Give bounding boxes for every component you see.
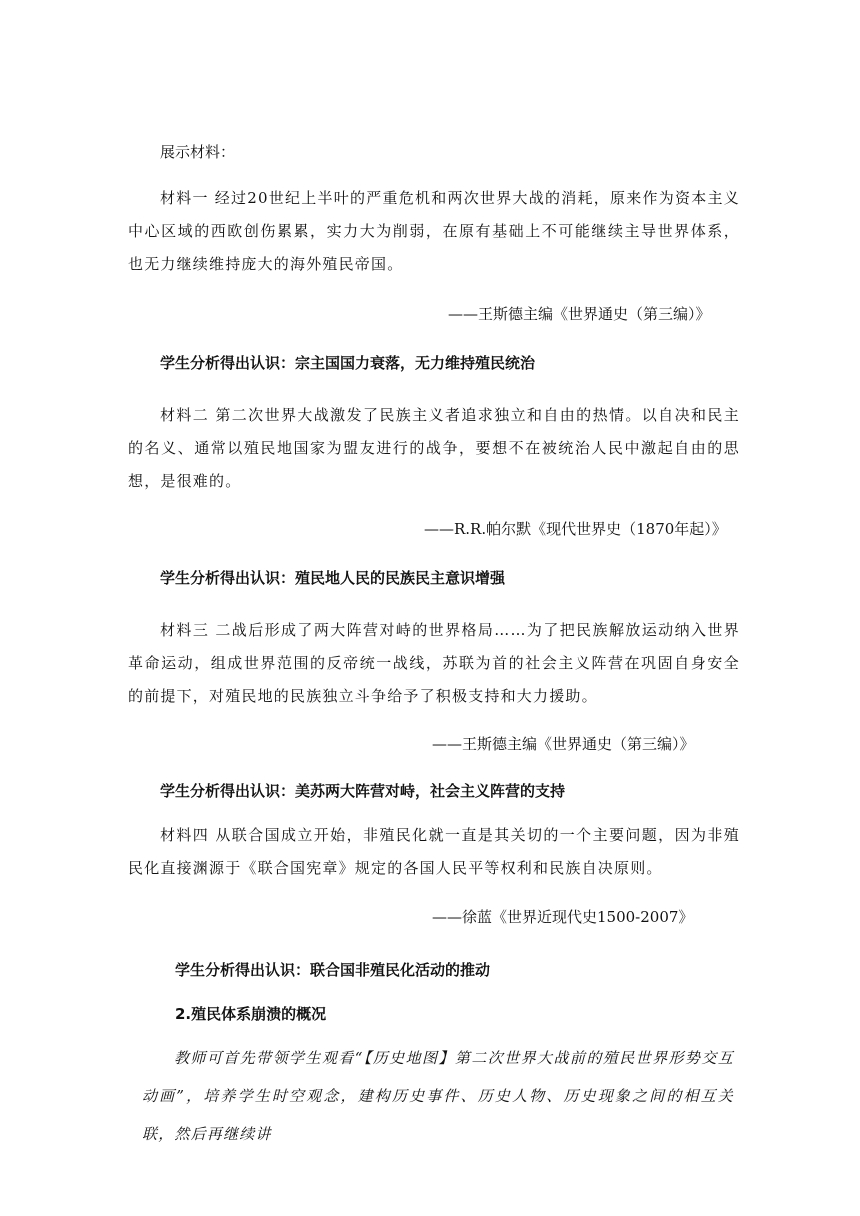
material-2-conclusion: 学生分析得出认识：殖民地人民的民族民主意识增强 <box>160 569 506 587</box>
material-2-source: ——R.R.帕尔默《现代世界史（1870年起）》 <box>424 520 727 538</box>
material-4-source: ——徐蓝《世界近现代史1500-2007》 <box>432 908 694 926</box>
intro-text: 展示材料： <box>160 143 236 161</box>
material-1-text: 材料一 经过20世纪上半叶的严重危机和两次世界大战的消耗，原来作为资本主义中心区域的西欧创伤累累，实力大为削弱，在原有基础上不可能继续主导世界体系，也无力继续维持庞大的海外殖民帝国。 <box>128 189 740 273</box>
material-3-source: ——王斯德主编《世界通史（第三编）》 <box>432 735 695 753</box>
material-4-conclusion: 学生分析得出认识：联合国非殖民化活动的推动 <box>175 961 491 979</box>
material-4-text: 材料四 从联合国成立开始，非殖民化就一直是其关切的一个主要问题，因为非殖民化直接渊源于《联合国宪章》规定的各国人民平等权利和民族自决原则。 <box>128 826 740 877</box>
material-3-conclusion: 学生分析得出认识：美苏两大阵营对峙，社会主义阵营的支持 <box>160 782 566 800</box>
material-1-conclusion: 学生分析得出认识：宗主国国力衰落，无力维持殖民统治 <box>160 354 536 372</box>
section-heading: 2.殖民体系崩溃的概况 <box>175 1005 327 1023</box>
material-3-text: 材料三 二战后形成了两大阵营对峙的世界格局……为了把民族解放运动纳入世界革命运动，组成世界范围的反帝统一战线，苏联为首的社会主义阵营在巩固自身安全的前提下，对殖民地的民族独立斗争给予了积极支持和大力援助。 <box>128 621 740 705</box>
material-1-source: ——王斯德主编《世界通史（第三编）》 <box>448 305 711 323</box>
teacher-note: 教师可首先带领学生观看“【历史地图】第二次世界大战前的殖民世界形势交互动画”，培养学生时空观念，建构历史事件、历史人物、历史现象之间的相互关联，然后再继续讲 <box>142 1049 734 1143</box>
material-2-text: 材料二 第二次世界大战激发了民族主义者追求独立和自由的热情。以自决和民主的名义、通常以殖民地国家为盟友进行的战争，要想不在被统治人民中激起自由的思想，是很难的。 <box>128 406 740 490</box>
